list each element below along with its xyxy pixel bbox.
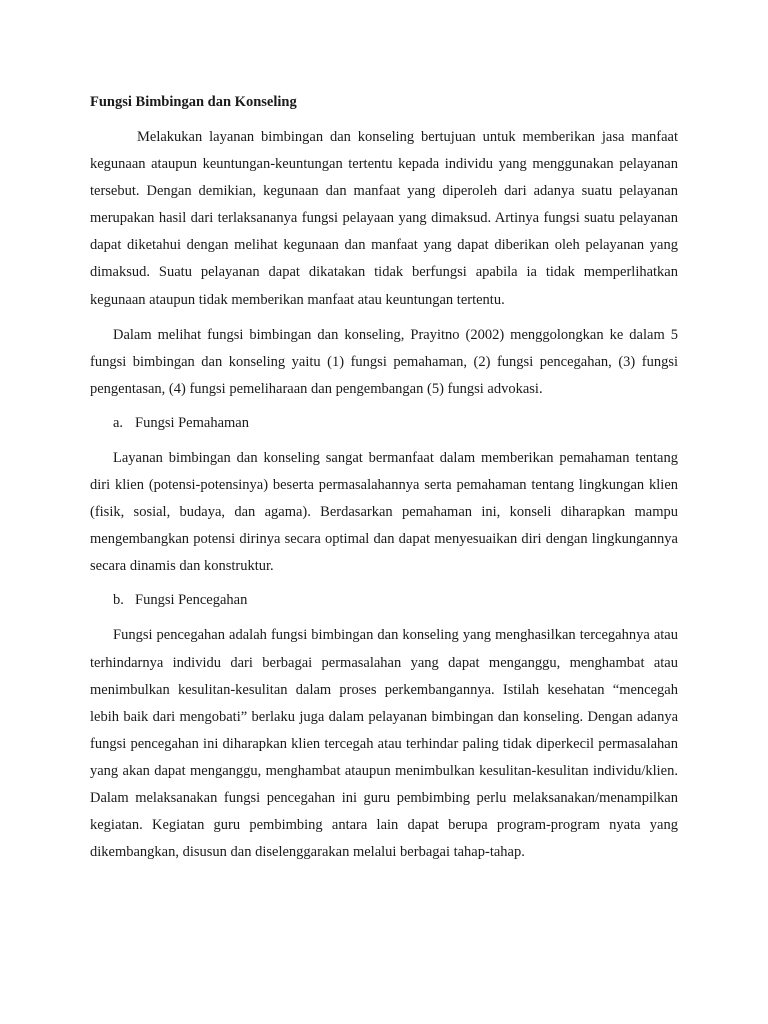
section-heading-text: Fungsi Pencegahan [135,592,248,609]
section-heading-text: Fungsi Pemahaman [135,414,249,431]
section-paragraph-pencegahan: Fungsi pencegahan adalah fungsi bimbingan dan konseling yang menghasilkan tercegahnya atau terhindarnya individu dari berbagai permasalahan yang dapat menganggu, menghambat atau menimbulkan kesulitan-kesulitan dalam proses perkembangannya. Istilah kesehatan “mencegah lebih baik dari mengobati” berlaku juga dalam pelayanan bimbingan dan konseling. Dengan adanya fungsi pencegahan ini diharapkan klien tercegah atau terhindar paling tidak diperkecil permasalahan yang akan dapat menganggu, menghambat ataupun menimbulkan kesulitan-kesulitan individu/klien. Dalam melaksanakan fungsi pencegahan ini guru pembimbing perlu melaksanakan/menampilkan kegiatan. Kegiatan guru pembimbing antara lain dapat berupa program-program nyata yang dikembangkan, disusun dan diselenggarakan melalui berbagai tahap-tahap. [90,627,678,861]
intro-paragraph: Melakukan layanan bimbingan dan konseling bertujuan untuk memberikan jasa manfaat kegunaan ataupun keuntungan-keuntungan tertentu kepada individu yang menggunakan pelayanan tersebut. Dengan demikian, kegunaan dan manfaat yang diperoleh dari adanya suatu pelayanan merupakan hasil dari terlaksananya fungsi pelayaan yang dimaksud. Artinya fungsi suatu pelayanan dapat diketahui dengan melihat kegunaan dan manfaat yang dapat diberikan oleh pelayanan yang dimaksud. Suatu pelayanan dapat dikatakan tidak berfungsi apabila ia tidak memperlihatkan kegunaan ataupun tidak memberikan manfaat atau keuntungan tertentu. [90,129,678,308]
classification-paragraph: Dalam melihat fungsi bimbingan dan konseling, Prayitno (2002) menggolongkan ke dalam 5 fungsi bimbingan dan konseling yaitu (1) fungsi pemahaman, (2) fungsi pencegahan, (3) fungsi pengentasan, (4) fungsi pemeliharaan dan pengembangan (5) fungsi advokasi. [90,326,678,397]
document-page [90,90,678,874]
document-title: Fungsi Bimbingan dan Konseling [90,94,297,110]
section-heading-pemahaman [113,411,678,435]
section-paragraph-pemahaman: Layanan bimbingan dan konseling sangat bermanfaat dalam memberikan pemahaman tentang diri klien (potensi-potensinya) beserta permasalahannya serta pemahaman tentang lingkungan klien (fisik, sosial, budaya, dan agama). Berdasarkan pemahaman ini, konseli diharapkan mampu mengembangkan potensi dirinya secara optimal dan dapat menyesuaikan diri dengan lingkungannya secara dinamis dan konstruktur. [90,449,678,575]
list-marker: b. [113,592,124,609]
section-heading-pencegahan [113,588,678,612]
list-marker: a. [113,414,124,431]
